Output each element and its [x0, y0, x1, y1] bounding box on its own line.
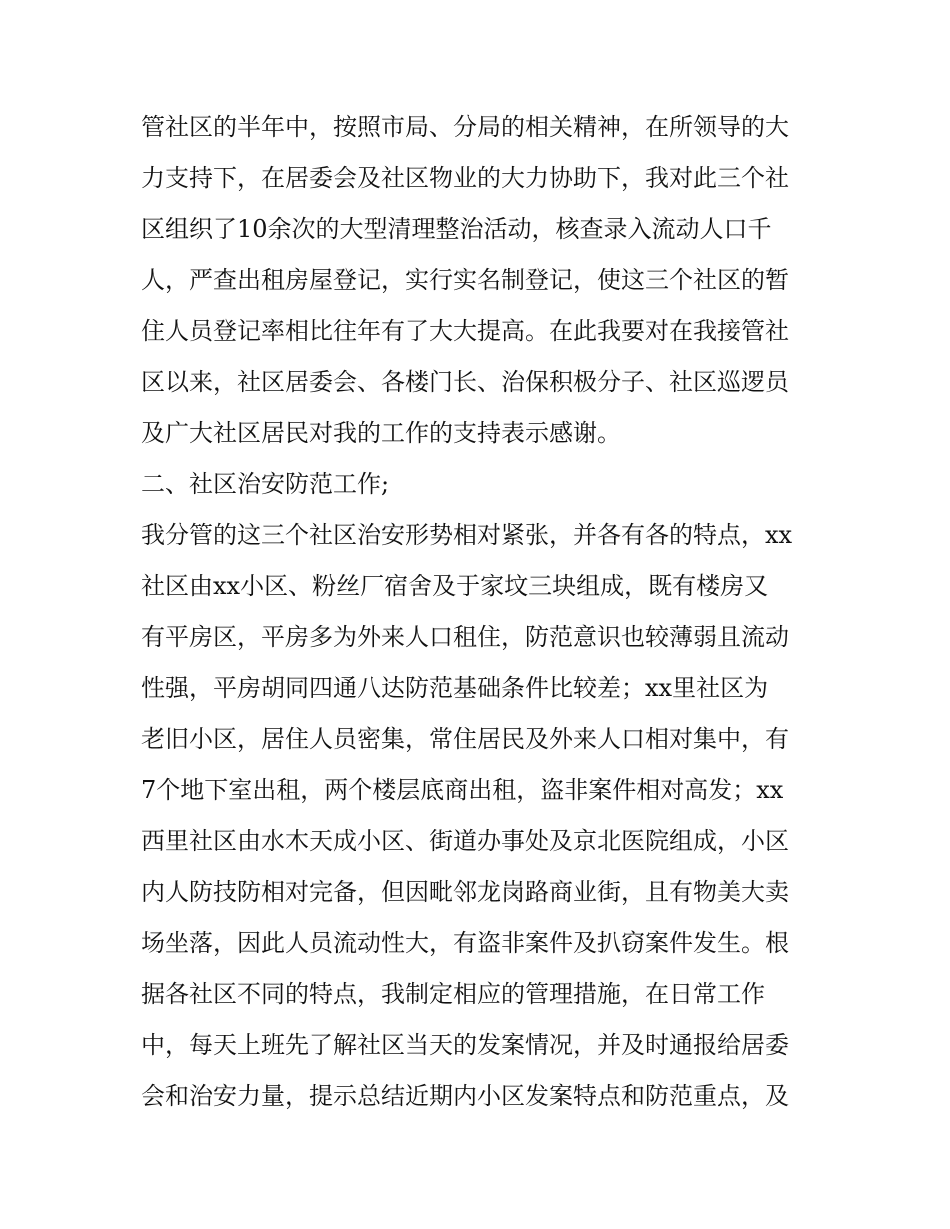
text-line: 内人防技防相对完备，但因毗邻龙岗路商业街，且有物美大卖: [141, 878, 789, 906]
section-heading: 二、社区治安防范工作;: [141, 470, 390, 498]
text-line: 西里社区由水木天成小区、街道办事处及京北医院组成，小区: [141, 827, 789, 855]
text-line: 性强，平房胡同四通八达防范基础条件比较差；xx里社区为: [141, 674, 769, 702]
text-line: 据各社区不同的特点，我制定相应的管理措施，在日常工作: [141, 980, 765, 1008]
text-line: 力支持下，在居委会及社区物业的大力协助下，我对此三个社: [141, 164, 789, 192]
text-line: 有平房区，平房多为外来人口租住，防范意识也较薄弱且流动: [141, 623, 789, 651]
text-line: 7个地下室出租，两个楼层底商出租，盗非案件相对高发；xx: [141, 776, 784, 804]
text-line: 管社区的半年中，按照市局、分局的相关精神，在所领导的大: [141, 113, 789, 141]
text-line: 场坐落，因此人员流动性大，有盗非案件及扒窃案件发生。根: [141, 929, 789, 957]
text-line: 老旧小区，居住人员密集，常住居民及外来人口相对集中，有: [141, 725, 789, 753]
text-line: 会和治安力量，提示总结近期内小区发案特点和防范重点，及: [141, 1082, 789, 1110]
text-line: 社区由xx小区、粉丝厂宿舍及于家坟三块组成，既有楼房又: [141, 572, 769, 600]
body-text: [141, 102, 813, 1122]
text-line: 中，每天上班先了解社区当天的发案情况，并及时通报给居委: [141, 1031, 789, 1059]
text-line: 及广大社区居民对我的工作的支持表示感谢。: [141, 419, 621, 447]
text-line: 区组织了10余次的大型清理整治活动，核查录入流动人口千: [141, 215, 772, 243]
text-line: 区以来，社区居委会、各楼门长、治保积极分子、社区巡逻员: [141, 368, 789, 396]
text-line: 住人员登记率相比往年有了大大提高。在此我要对在我接管社: [141, 317, 789, 345]
text-line: 人，严查出租房屋登记，实行实名制登记，使这三个社区的暂: [141, 266, 789, 294]
text-line: 我分管的这三个社区治安形势相对紧张，并各有各的特点，xx: [141, 521, 793, 549]
